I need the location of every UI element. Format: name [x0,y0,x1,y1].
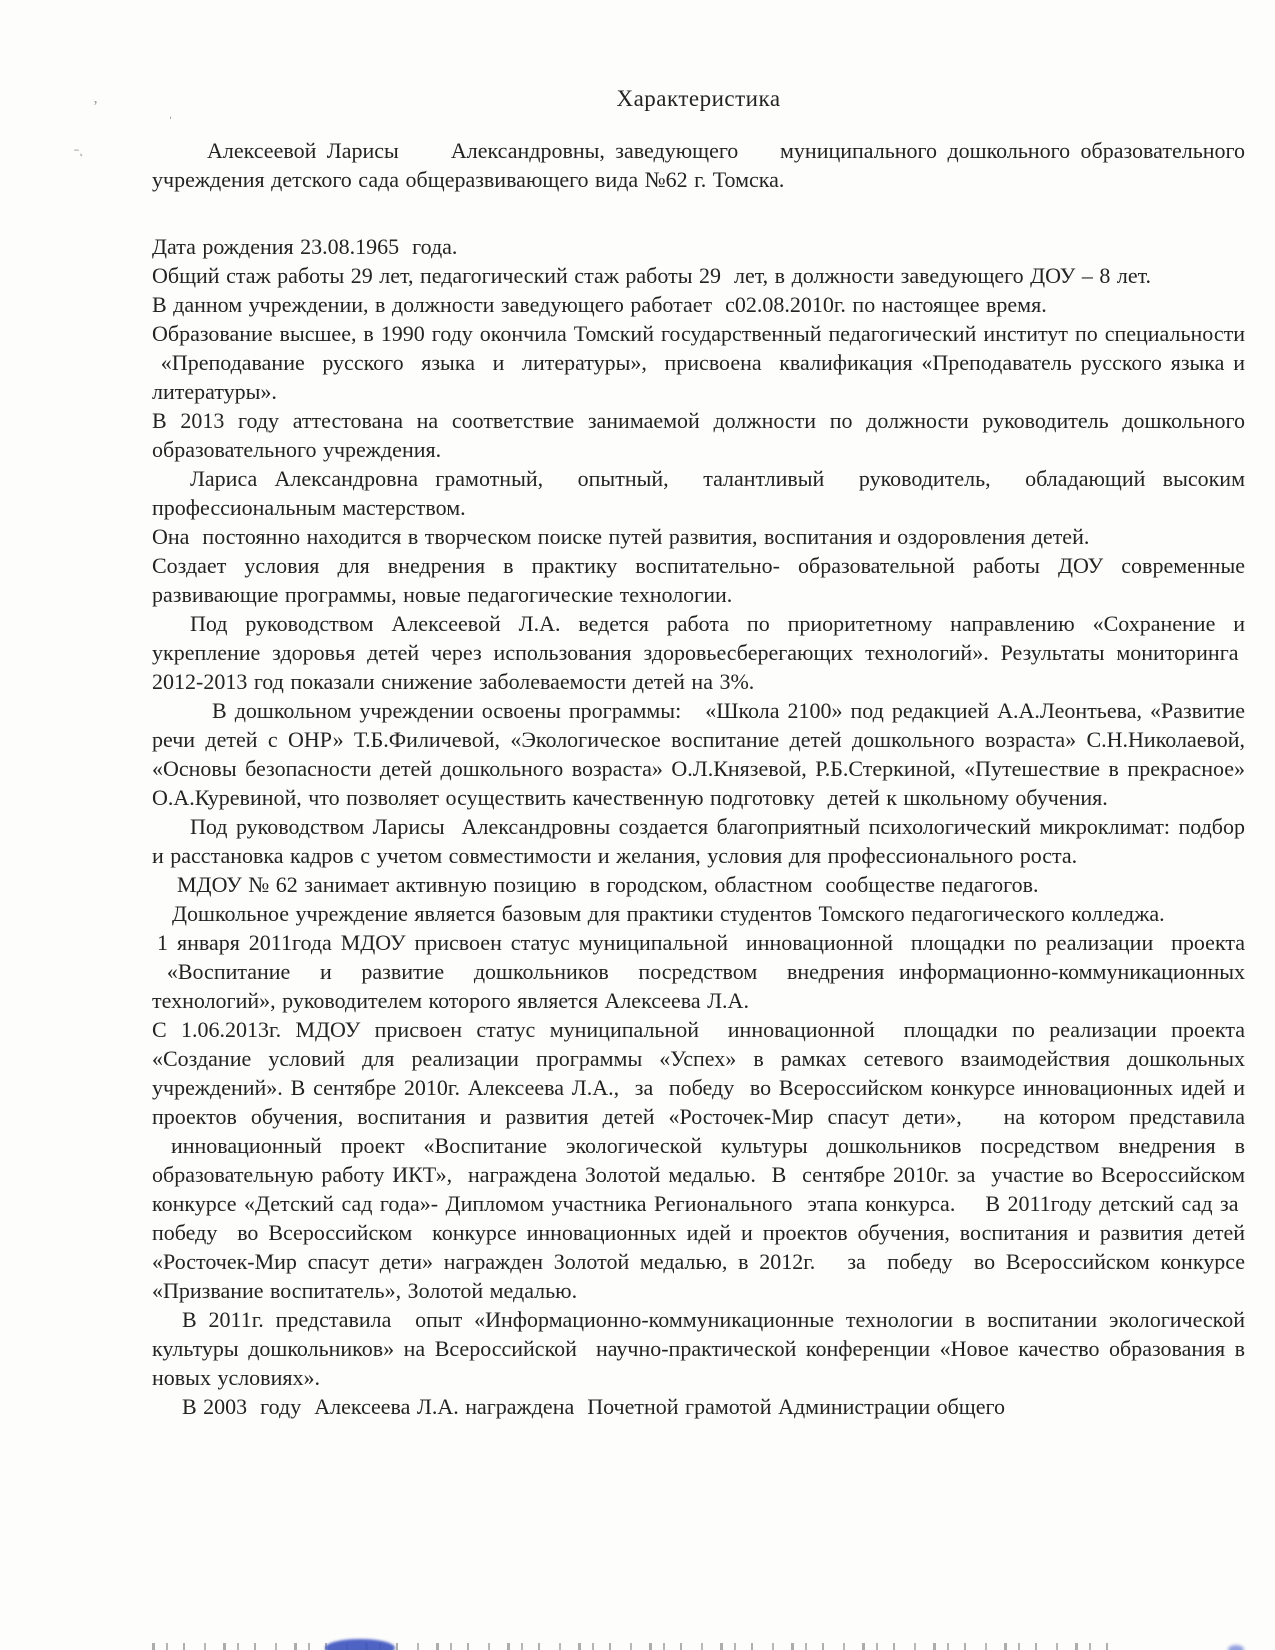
paragraph: МДОУ № 62 занимает активную позицию в городском, областном сообществе педагогов. [177,872,1039,897]
blue-ink-dot [1228,1645,1244,1650]
paragraph: Создает условия для внедрения в практику воспитательно- образовательной работы ДОУ современные развивающие программы, новые педагогические технологии. [152,553,1245,607]
paragraph: Образование высшее, в 1990 году окончила Томский государственный педагогический институт по специальности «Преподавание русского языка и литературы», присвоена квалификация «Преподаватель русского языка и литературы». [152,321,1245,404]
blue-ink-blob [325,1639,395,1650]
paragraph: В 2003 году Алексеева Л.А. награждена Почетной грамотой Администрации общего [182,1394,1005,1419]
paragraph: Дошкольное учреждение является базовым для практики студентов Томского педагогического колледжа. [172,901,1165,926]
paragraph: Алексеевой Ларисы Александровны, заведующего муниципального дошкольного образовательного учреждения детского сада общеразвивающего вида №62 г. Томска. [152,138,1245,192]
paragraph: Общий стаж работы 29 лет, педагогический стаж работы 29 лет, в должности заведующего ДОУ – 8 лет. [152,263,1152,288]
paragraph: С 1.06.2013г. МДОУ присвоен статус муниципальной инновационной площадки по реализации проекта «Создание условий для реализации программы «Успех» в рамках сетевого взаимодействия дошкольных учреждений». В сентябре 2010г. Алексеева Л.А., за победу во Всероссийском конкурсе инновационных идей и проектов обучения, воспитания и развития детей «Росточек-Мир спасут дети», на котором представила инновационный проект «Воспитание экологической культуры дошкольников посредством внедрения в образовательную работу ИКТ», награждена Золотой медалью. В сентябре 2010г. за участие во Всероссийском конкурсе «Детский сад года»- Дипломом участника Регионального этапа конкурса. В 2011году детский сад за победу во Всероссийском конкурсе инновационных идей и проектов обучения, воспитания и развития детей «Росточек-Мир спасут дети» награжден Золотой медалью, в 2012г. за победу во Всероссийском конкурсе «Призвание воспитатель», Золотой медалью. [152,1017,1245,1303]
cutoff-text-line [152,1643,1112,1650]
document-paragraphs [152,136,1245,1421]
paragraph: Она постоянно находится в творческом поиске путей развития, воспитания и оздоровления детей. [152,524,1090,549]
paragraph: В данном учреждении, в должности заведующего работает с02.08.2010г. по настоящее время. [152,292,1047,317]
paragraph: 1 января 2011года МДОУ присвоен статус муниципальной инновационной площадки по реализации проекта «Воспитание и развитие дошкольников посредством внедрения информационно-коммуникационных технологий», руководителем которого является Алексеева Л.А. [152,930,1245,1013]
paragraph: В 2013 году аттестована на соответствие занимаемой должности по должности руководитель дошкольного образовательного учреждения. [152,408,1245,462]
paragraph: Дата рождения 23.08.1965 года. [152,234,458,259]
paragraph: В 2011г. представила опыт «Информационно-коммуникационные технологии в воспитании экологической культуры дошкольников» на Всероссийской научно-практической конференции «Новое качество образования в новых условиях». [152,1307,1245,1390]
paragraph: Лариса Александровна грамотный, опытный, талантливый руководитель, обладающий высоким профессиональным мастерством. [152,466,1245,520]
paragraph: Под руководством Алексеевой Л.А. ведется работа по приоритетному направлению «Сохранение и укрепление здоровья детей через использования здоровьесберегающих технологий». Результаты мониторинга 2012-2013 год показали снижение заболеваемости детей на 3%. [152,611,1245,694]
pen-mark: ˈ [168,115,173,131]
document-content [152,84,1245,1421]
paragraph: В дошкольном учреждении освоены программы: «Школа 2100» под редакцией А.А.Леонтьева, «Развитие речи детей с ОНР» Т.Б.Филичевой, «Экологическое воспитание детей дошкольного возраста» С.Н.Николаевой, «Основы безопасности детей дошкольного возраста» О.Л.Князевой, Р.Б.Стеркиной, «Путешествие в прекрасное» О.А.Куревиной, что позволяет осуществить качественную подготовку детей к школьному обучения. [152,698,1245,810]
pen-mark: ˗ͺ [74,141,84,157]
document-title: Характеристика [616,86,781,111]
paragraph: Под руководством Ларисы Александровны создается благоприятный психологический микроклимат: подбор и расстановка кадров с учетом совместимости и желания, условия для профессионального роста. [152,814,1245,868]
pen-mark: ʼ [93,99,98,115]
